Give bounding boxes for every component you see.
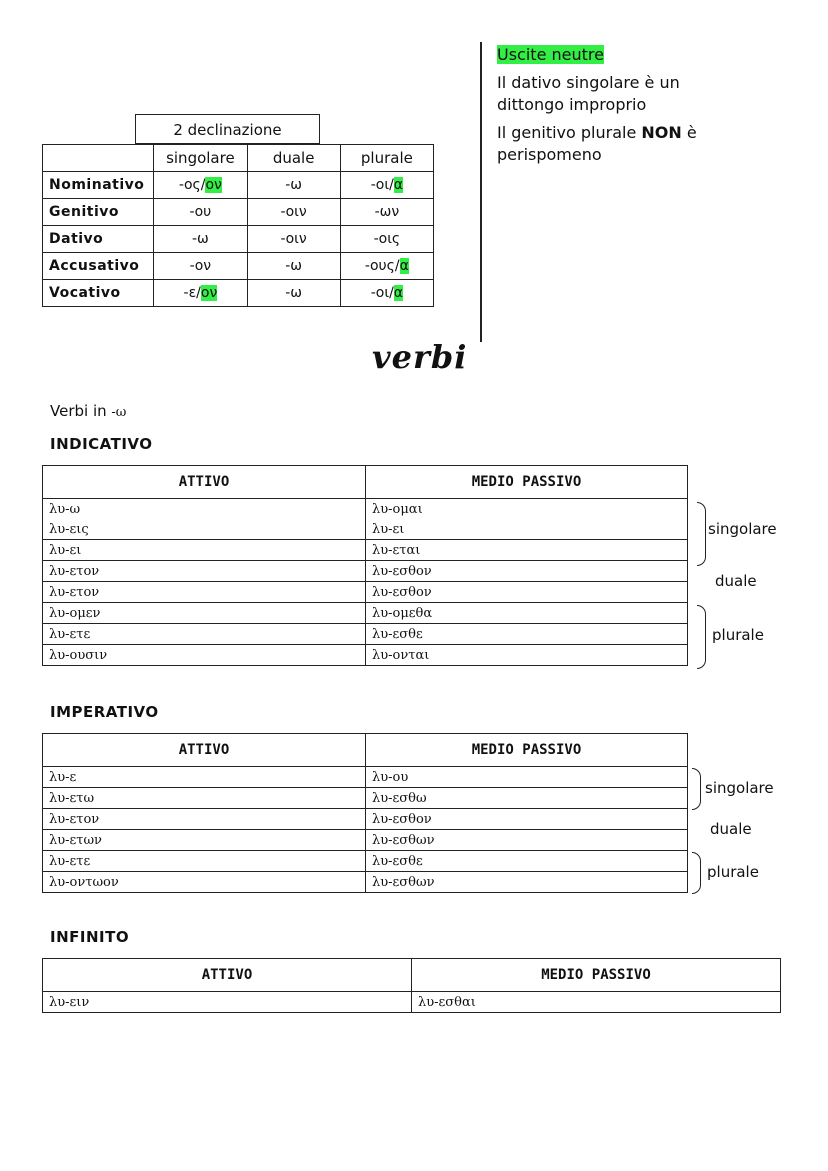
- table-row: λυ-ε: [43, 767, 366, 788]
- table-row: λυ-εσθω: [366, 788, 688, 809]
- cell-nom-sing: -ος/ον: [154, 172, 247, 199]
- table-row: λυ-εσθε: [366, 624, 688, 645]
- col-header-singolare: singolare: [154, 145, 247, 172]
- table-row: λυ-εσθων: [366, 830, 688, 851]
- verbi-subtitle: Verbi in -ω: [50, 402, 127, 420]
- table-row: λυ-ω: [43, 499, 366, 520]
- notes-heading: Uscite neutre: [497, 45, 604, 64]
- imperativo-side-plurale: plurale: [707, 863, 759, 881]
- table-row: λυ-ετον: [43, 582, 366, 603]
- indicativo-header-attivo: ATTIVO: [43, 466, 366, 499]
- imperativo-header-medio: MEDIO PASSIVO: [366, 734, 688, 767]
- cell-nom-duale: -ω: [247, 172, 340, 199]
- cell-dat-plur: -οις: [340, 226, 433, 253]
- table-row: λυ-ονται: [366, 645, 688, 666]
- table-row: λυ-ουσιν: [43, 645, 366, 666]
- infinito-table: [42, 958, 781, 1013]
- verbi-title: verbi: [372, 338, 468, 376]
- row-label-vocativo: Vocativo: [43, 280, 154, 307]
- indicativo-side-duale: duale: [715, 572, 757, 590]
- plurale-brace-imperativo: [692, 852, 701, 894]
- indicativo-header-medio: MEDIO PASSIVO: [366, 466, 688, 499]
- table-row: λυ-ετε: [43, 624, 366, 645]
- row-label-accusativo: Accusativo: [43, 253, 154, 280]
- cell-voc-plur: -οι/α: [340, 280, 433, 307]
- singolare-brace-indicativo: [697, 502, 706, 566]
- table-row: λυ-εσθον: [366, 561, 688, 582]
- infinito-label: INFINITO: [50, 928, 130, 946]
- table-row: λυ-ομεθα: [366, 603, 688, 624]
- cell-acc-duale: -ω: [247, 253, 340, 280]
- vertical-divider: [480, 42, 482, 342]
- indicativo-side-singolare: singolare: [708, 520, 777, 538]
- table-row: λυ-ετω: [43, 788, 366, 809]
- table-row: λυ-εσθων: [366, 872, 688, 893]
- imperativo-table: [42, 733, 688, 893]
- cell-acc-plur: -ους/α: [340, 253, 433, 280]
- table-row: λυ-ει: [43, 540, 366, 561]
- table-row: λυ-ου: [366, 767, 688, 788]
- cell-dat-sing: -ω: [154, 226, 247, 253]
- table-row: λυ-ειν: [43, 992, 412, 1013]
- table-row: λυ-εσθαι: [412, 992, 781, 1013]
- imperativo-label: IMPERATIVO: [50, 703, 159, 721]
- col-header-plurale: plurale: [340, 145, 433, 172]
- cell-gen-duale: -οιν: [247, 199, 340, 226]
- corner-cell: [43, 145, 154, 172]
- infinito-header-attivo: ATTIVO: [43, 959, 412, 992]
- table-row: λυ-ετε: [43, 851, 366, 872]
- table-row: λυ-εις: [43, 519, 366, 540]
- singolare-brace-imperativo: [692, 768, 701, 810]
- imperativo-side-singolare: singolare: [705, 779, 774, 797]
- table-row: λυ-οντωον: [43, 872, 366, 893]
- indicativo-table: [42, 465, 688, 666]
- table-row: λυ-ομεν: [43, 603, 366, 624]
- plurale-brace-indicativo: [697, 605, 706, 669]
- table-row: λυ-εσθον: [366, 582, 688, 603]
- cell-gen-plur: -ων: [340, 199, 433, 226]
- cell-voc-sing: -ε/ον: [154, 280, 247, 307]
- declension-title: 2 declinazione: [135, 114, 320, 144]
- row-label-nominativo: Nominativo: [43, 172, 154, 199]
- table-row: λυ-ομαι: [366, 499, 688, 520]
- indicativo-side-plurale: plurale: [712, 626, 764, 644]
- imperativo-side-duale: duale: [710, 820, 752, 838]
- table-row: λυ-εται: [366, 540, 688, 561]
- cell-voc-duale: -ω: [247, 280, 340, 307]
- row-label-genitivo: Genitivo: [43, 199, 154, 226]
- cell-dat-duale: -οιν: [247, 226, 340, 253]
- infinito-header-medio: MEDIO PASSIVO: [412, 959, 781, 992]
- notes-block: [497, 44, 727, 172]
- table-row: λυ-εσθε: [366, 851, 688, 872]
- table-row: λυ-εσθον: [366, 809, 688, 830]
- cell-gen-sing: -ου: [154, 199, 247, 226]
- row-label-dativo: Dativo: [43, 226, 154, 253]
- note-dativo: Il dativo singolare è un dittongo improprio: [497, 73, 680, 114]
- declension-table: [42, 144, 434, 307]
- note-genitivo: Il genitivo plurale NON è perispomeno: [497, 123, 697, 164]
- table-row: λυ-ετον: [43, 809, 366, 830]
- imperativo-header-attivo: ATTIVO: [43, 734, 366, 767]
- col-header-duale: duale: [247, 145, 340, 172]
- cell-nom-plur: -οι/α: [340, 172, 433, 199]
- table-row: λυ-ει: [366, 519, 688, 540]
- indicativo-label: INDICATIVO: [50, 435, 153, 453]
- table-row: λυ-ετον: [43, 561, 366, 582]
- cell-acc-sing: -ον: [154, 253, 247, 280]
- table-row: λυ-ετων: [43, 830, 366, 851]
